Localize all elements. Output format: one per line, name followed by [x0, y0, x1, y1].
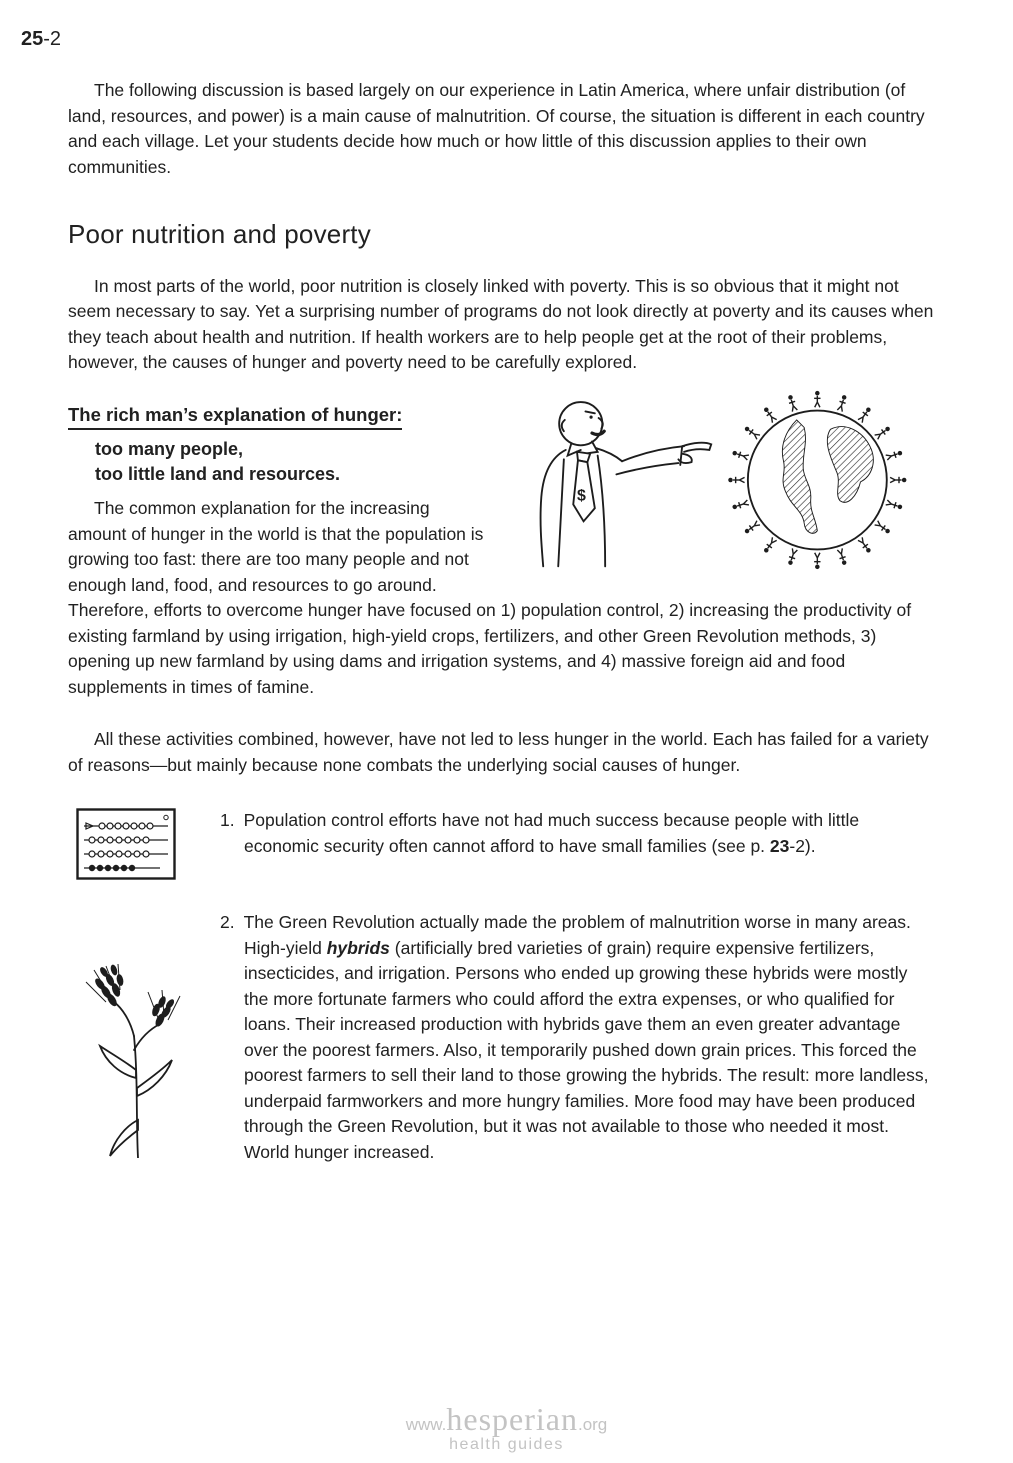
intro-paragraph: The following discussion is based largely on our experience in Latin America, where unfair distribution (of land, resources, and power) is a main cause of malnutrition. Of course, the situation is different in each country and each village. Let your students decide how much or how little of this discussion applies to their own communities. — [68, 80, 925, 177]
rich-man-section — [68, 402, 934, 701]
watermark-url — [0, 1403, 1013, 1435]
rich-man-icon — [541, 402, 712, 566]
list-item-1 — [68, 808, 934, 880]
watermark-www: www. — [405, 1415, 447, 1434]
list-item-2-number: 2. — [220, 912, 235, 932]
list-item-1-body: Population control efforts have not had much success because people with little economic security often cannot afford to have small families (see p. — [243, 810, 860, 856]
watermark-name: hesperian — [446, 1401, 578, 1437]
rich-man-globe-illustration — [496, 388, 934, 572]
globe-icon — [728, 390, 906, 568]
watermark-tagline: health guides — [449, 1436, 564, 1453]
list-item-2-body: The Green Revolution actually made the problem of malnutrition worse in many areas. High-yield — [243, 912, 911, 958]
section-heading: Poor nutrition and poverty — [68, 219, 371, 249]
rich-man-globe-drawing — [496, 388, 934, 572]
list-item-1-body-end: -2). — [789, 835, 816, 856]
page-content — [68, 78, 934, 1165]
bead-chart-drawing — [76, 808, 176, 880]
grain-plant-icon — [68, 958, 220, 1165]
list-item-2-body-end: (artificially bred varieties of grain) require expensive fertilizers, insecticides, and irrigation. Persons who ended up growing these hybrids were mostly the more fortunate farmers who could afford the extra expenses, or who qualified for loans. Their increased production with hybrids gave them an even greater advantage over the poorest farmers. Also, it temporarily pushed down grain prices. This forced the poorest farmers to sell their land to those growing the hybrids. The result: more landless, underpaid farmworkers and more hungry families. More food may have been produced through the Green Revolution, but it was not available to those who needed it most. World hunger increased. — [244, 937, 929, 1162]
page-number — [21, 28, 61, 51]
list-item-2-text — [220, 910, 934, 1165]
rich-man-subline-2: too little land and resources. — [95, 464, 341, 484]
grain-plant-drawing — [76, 958, 198, 1158]
page-number-chapter: 25 — [21, 28, 44, 50]
list-item-2 — [68, 910, 934, 1165]
rich-man-paragraph: The common explanation for the increasing amount of hunger in the world is that the population is growing too fast: there are too many people and not enough land, food, and resources to go around. Therefore, efforts to overcome hunger have focused on 1) population control, 2) increasing the productivity of existing farmland by using irrigation, high-yield crops, fertilizers, and other Green Revolution methods, 3) opening up new farmland by using dams and irrigation systems, and 4) massive foreign aid and food supplements in times of famine. — [68, 498, 912, 697]
svg-text:$: $ — [577, 487, 586, 505]
family-planning-chart-icon — [68, 808, 220, 880]
list-item-2-hybrids-emphasis: hybrids — [326, 937, 390, 958]
poverty-paragraph: In most parts of the world, poor nutrition is closely linked with poverty. This is so obvious that it might not seem necessary to say. Yet a surprising number of programs do not look directly at poverty and its causes when they teach about health and nutrition. If health workers are to help people get at the root of their problems, however, the causes of hunger and poverty need to be carefully explored. — [68, 275, 934, 372]
rich-man-subline-1: too many people, — [95, 439, 244, 459]
list-item-1-text — [220, 808, 934, 880]
list-item-1-number: 1. — [220, 810, 235, 830]
hesperian-watermark — [0, 1403, 1013, 1453]
list-item-1-page-ref: 23 — [769, 835, 790, 856]
rich-man-heading: The rich man’s explanation of hunger: — [68, 402, 402, 431]
watermark-org: .org — [577, 1415, 608, 1434]
combined-activities-paragraph: All these activities combined, however, have not led to less hunger in the world. Each has failed for a variety of reasons—but mainly because none combats the underlying social causes of hunger. — [68, 729, 929, 775]
page-number-suffix: -2 — [43, 28, 62, 50]
